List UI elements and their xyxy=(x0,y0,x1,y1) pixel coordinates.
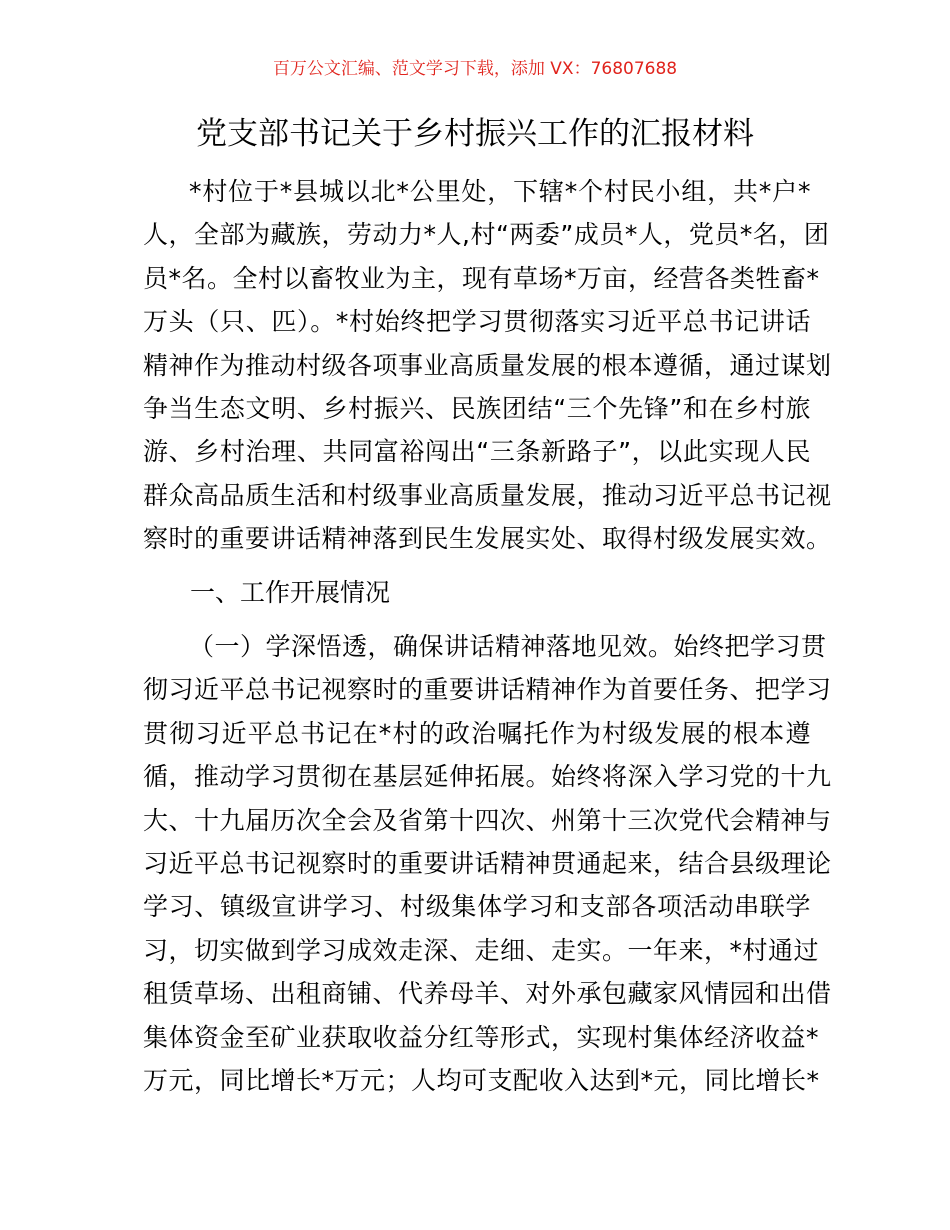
paragraph-line: 万元，同比增长*万元；人均可支配收入达到*元，同比增长* xyxy=(143,1066,820,1096)
intro-paragraph xyxy=(143,170,832,561)
paragraph-line: 循，推动学习贯彻在基层延伸拓展。始终将深入学习党的十九 xyxy=(143,762,832,792)
paragraph-line: 大、十九届历次全会及省第十四次、州第十三次党代会精神与 xyxy=(143,805,832,835)
intro-line: 游、乡村治理、共同富裕闯出“三条新路子”，以此实现人民 xyxy=(143,437,811,467)
paragraph-line: 习，切实做到学习成效走深、走细、走实。一年来，*村通过 xyxy=(143,935,820,965)
paragraph-line: 贯彻习近平总书记在*村的政治嘱托作为村级发展的根本遵 xyxy=(143,718,811,748)
paragraph-line: 学习、镇级宣讲学习、村级集体学习和支部各项活动串联学 xyxy=(143,892,811,922)
section-paragraph xyxy=(143,625,832,1102)
intro-line: 察时的重要讲话精神落到民生发展实处、取得村级发展实效。 xyxy=(143,524,832,554)
section-heading: 一、工作开展情况 xyxy=(190,578,391,607)
intro-line: 争当生态文明、乡村振兴、民族团结“三个先锋”和在乡村旅 xyxy=(143,394,811,424)
paragraph-line: 租赁草场、出租商铺、代养母羊、对外承包藏家风情园和出借 xyxy=(143,979,832,1009)
intro-line: 精神作为推动村级各项事业高质量发展的根本遵循，通过谋划 xyxy=(143,350,832,380)
paragraph-line: 集体资金至矿业获取收益分红等形式，实现村集体经济收益* xyxy=(143,1022,820,1052)
paragraph-line: 彻习近平总书记视察时的重要讲话精神作为首要任务、把学习 xyxy=(143,675,832,705)
paragraph-line: （一）学深悟透，确保讲话精神落地见效。始终把学习贯 xyxy=(189,632,827,661)
intro-line: 人，全部为藏族，劳动力*人,村“两委”成员*人，党员*名，团 xyxy=(143,220,830,250)
intro-line: *村位于*县城以北*公里处，下辖*个村民小组，共*户* xyxy=(189,177,811,206)
intro-line: 万头（只、匹）。*村始终把学习贯彻落实习近平总书记讲话 xyxy=(143,307,811,337)
paragraph-line: 习近平总书记视察时的重要讲话精神贯通起来，结合县级理论 xyxy=(143,849,832,879)
intro-line: 群众高品质生活和村级事业高质量发展，推动习近平总书记视 xyxy=(143,480,832,510)
document-title: 党支部书记关于乡村振兴工作的汇报材料 xyxy=(196,116,754,152)
intro-line: 员*名。全村以畜牧业为主，现有草场*万亩，经营各类牲畜* xyxy=(143,263,820,293)
header-banner: 百万公文汇编、范文学习下载，添加 VX：76807688 xyxy=(272,59,678,79)
